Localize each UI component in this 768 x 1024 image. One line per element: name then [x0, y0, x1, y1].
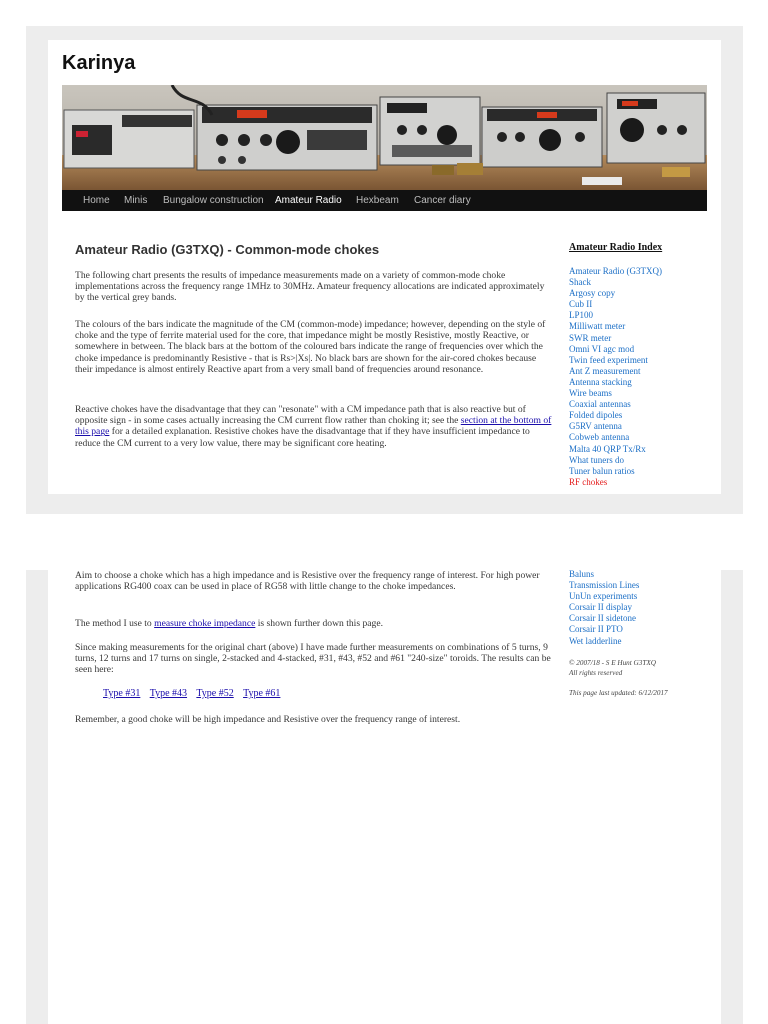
rights-text: All rights reserved [569, 668, 623, 677]
sidebar-item [569, 602, 639, 613]
sidebar-link-milliwatt-meter[interactable]: Milliwatt meter [569, 321, 626, 332]
paragraph-reactive [75, 404, 555, 449]
copyright-text: © 2007/18 - S E Hunt G3TXQ [569, 659, 656, 667]
paragraph-further-measurements: Since making measurements for the original chart (above) I have made further measurements on combinations of 5 turns, 9 turns, 12 turns and 17 turns on single, 2-stacked and 4-stacked, #31, #43, #52 and #61 "240-size" toroids. The results can be seen here: [75, 642, 551, 676]
sidebar-item [569, 636, 639, 647]
sidebar-link-wire-beams[interactable]: Wire beams [569, 388, 612, 399]
type-43-link[interactable]: Type #43 [149, 688, 188, 699]
sidebar-link-corsair-display[interactable]: Corsair II display [569, 602, 632, 613]
sidebar-heading[interactable]: Amateur Radio Index [569, 242, 663, 253]
sidebar-link-swr-meter[interactable]: SWR meter [569, 332, 612, 343]
sidebar-link-cub-ii[interactable]: Cub II [569, 299, 593, 310]
page-frame-bottom-left [26, 570, 48, 1024]
page-title: Amateur Radio (G3TXQ) - Common-mode chokes [75, 242, 380, 257]
sidebar-link-cobweb[interactable]: Cobweb antenna [569, 432, 630, 443]
nav-cancer-diary[interactable]: Cancer diary [414, 195, 471, 206]
sidebar-link-transmission-lines[interactable]: Transmission Lines [569, 580, 640, 591]
sidebar-link-corsair-sidetone[interactable]: Corsair II sidetone [569, 613, 636, 624]
paragraph-method [75, 618, 555, 629]
nav-minis[interactable]: Minis [124, 195, 148, 206]
sidebar-link-malta-40[interactable]: Malta 40 QRP Tx/Rx [569, 443, 646, 454]
sidebar-item [569, 466, 662, 477]
sidebar-item [569, 410, 662, 421]
sidebar-item [569, 477, 662, 488]
sidebar-item [569, 432, 662, 443]
sidebar-item [569, 580, 639, 591]
sidebar-link-folded-dipoles[interactable]: Folded dipoles [569, 410, 623, 421]
main-nav [62, 190, 707, 211]
type-61-link[interactable]: Type #61 [243, 688, 281, 699]
sidebar-item [569, 377, 662, 388]
sidebar-item [569, 624, 639, 635]
sidebar-link-omni-vi[interactable]: Omni VI agc mod [569, 343, 635, 354]
sidebar-link-coaxial-antennas[interactable]: Coaxial antennas [569, 399, 631, 410]
radio-equipment-photo-icon [62, 85, 707, 190]
copyright [569, 659, 656, 678]
page-frame-bottom-right [721, 570, 743, 1024]
sidebar-item [569, 321, 662, 332]
measure-choke-impedance-link[interactable]: measure choke impedance [154, 618, 256, 629]
sidebar-item [569, 333, 662, 344]
nav-amateur-radio[interactable]: Amateur Radio [275, 195, 342, 206]
sidebar-link-antenna-stacking[interactable]: Antenna stacking [569, 376, 632, 387]
paragraph-aim: Aim to choose a choke which has a high impedance and is Resistive over the frequency range of interest. For high power applications RG400 coax can be used in place of RG58 with little change to the choke impedances. [75, 570, 540, 593]
sidebar-item [569, 591, 639, 602]
sidebar-list-top [569, 266, 662, 488]
nav-bungalow-construction[interactable]: Bungalow construction [163, 195, 264, 206]
last-updated: This page last updated: 6/12/2017 [569, 689, 668, 697]
sidebar-link-argosy-copy[interactable]: Argosy copy [569, 288, 616, 299]
site-title[interactable]: Karinya [62, 52, 136, 74]
sidebar-item [569, 266, 662, 277]
type-31-link[interactable]: Type #31 [103, 688, 141, 699]
sidebar-link-unun[interactable]: UnUn experiments [569, 591, 638, 602]
sidebar-item [569, 355, 662, 366]
sidebar-link-g5rv[interactable]: G5RV antenna [569, 421, 622, 432]
sidebar-item [569, 444, 662, 455]
sidebar-item [569, 455, 662, 466]
sidebar-link-what-tuners-do[interactable]: What tuners do [569, 454, 624, 465]
paragraph-colours: The colours of the bars indicate the magnitude of the CM (common-mode) impedance; however, depending on the style of choke and the type of ferrite material used for the core, that impedance might be mostly Resistive, mostly Reactive, or somewhere in between. The black bars at the bottom of the coloured bars indicate the range of frequencies over which the choke impedance is predominantly Resistive - that is Rs>|Xs|. No black bars are shown for the air-cored chokes because their impedance is almost entirely Reactive apart from a very small band of frequencies around resonance. [75, 319, 546, 375]
sidebar-item [569, 310, 662, 321]
sidebar-item [569, 399, 662, 410]
sidebar-item [569, 277, 662, 288]
sidebar-link-baluns[interactable]: Baluns [569, 569, 595, 579]
section-bottom-link[interactable]: section at the bottom of this page [75, 415, 552, 438]
sidebar-item [569, 366, 662, 377]
sidebar-item [569, 613, 639, 624]
p5-text-before: The method I use to [75, 618, 155, 629]
sidebar-link-twin-feed[interactable]: Twin feed experiment [569, 354, 648, 365]
nav-hexbeam[interactable]: Hexbeam [356, 195, 399, 206]
sidebar-link-amateur-radio[interactable]: Amateur Radio (G3TXQ) [569, 266, 662, 276]
sidebar-item [569, 421, 662, 432]
sidebar-link-tuner-balun[interactable]: Tuner balun ratios [569, 465, 635, 476]
p3-text-before: Reactive chokes have the disadvantage that they can "resonate" with a CM impedance path that is also reactive but of opposite sign - in some cases actually increasing the CM current flow rather than choking it; see the [75, 404, 526, 427]
paragraph-intro: The following chart presents the results of impedance measurements made on a variety of common-mode choke implementations across the frequency range 1MHz to 30MHz. Amateur frequency allocations are indicated approximately by the vertical grey bands. [75, 270, 545, 304]
nav-home[interactable]: Home [83, 195, 110, 206]
sidebar-item [569, 344, 662, 355]
sidebar-list-bottom [569, 569, 639, 647]
sidebar-link-shack[interactable]: Shack [569, 277, 591, 288]
p3-text-after: for a detailed explanation. Resistive chokes have the disadvantage that if they have insufficient impedance to reduce the CM current to a very low value, there may be significant core heating. [75, 426, 530, 449]
sidebar-link-lp100[interactable]: LP100 [569, 310, 594, 321]
paragraph-remember: Remember, a good choke will be high impedance and Resistive over the frequency range of interest. [75, 714, 461, 725]
sidebar-link-ant-z[interactable]: Ant Z measurement [569, 365, 641, 376]
type-52-link[interactable]: Type #52 [196, 688, 234, 699]
header-photo [62, 85, 707, 190]
sidebar-item [569, 388, 662, 399]
page-break-band [26, 494, 743, 514]
sidebar-item [569, 288, 662, 299]
sidebar-link-wet-ladderline[interactable]: Wet ladderline [569, 635, 622, 646]
sidebar-link-corsair-pto[interactable]: Corsair II PTO [569, 624, 623, 635]
sidebar-item [569, 299, 662, 310]
type-links [103, 688, 287, 699]
sidebar-link-rf-chokes[interactable]: RF chokes [569, 476, 608, 487]
sidebar-item [569, 569, 639, 580]
p5-text-after: is shown further down this page. [255, 618, 383, 629]
